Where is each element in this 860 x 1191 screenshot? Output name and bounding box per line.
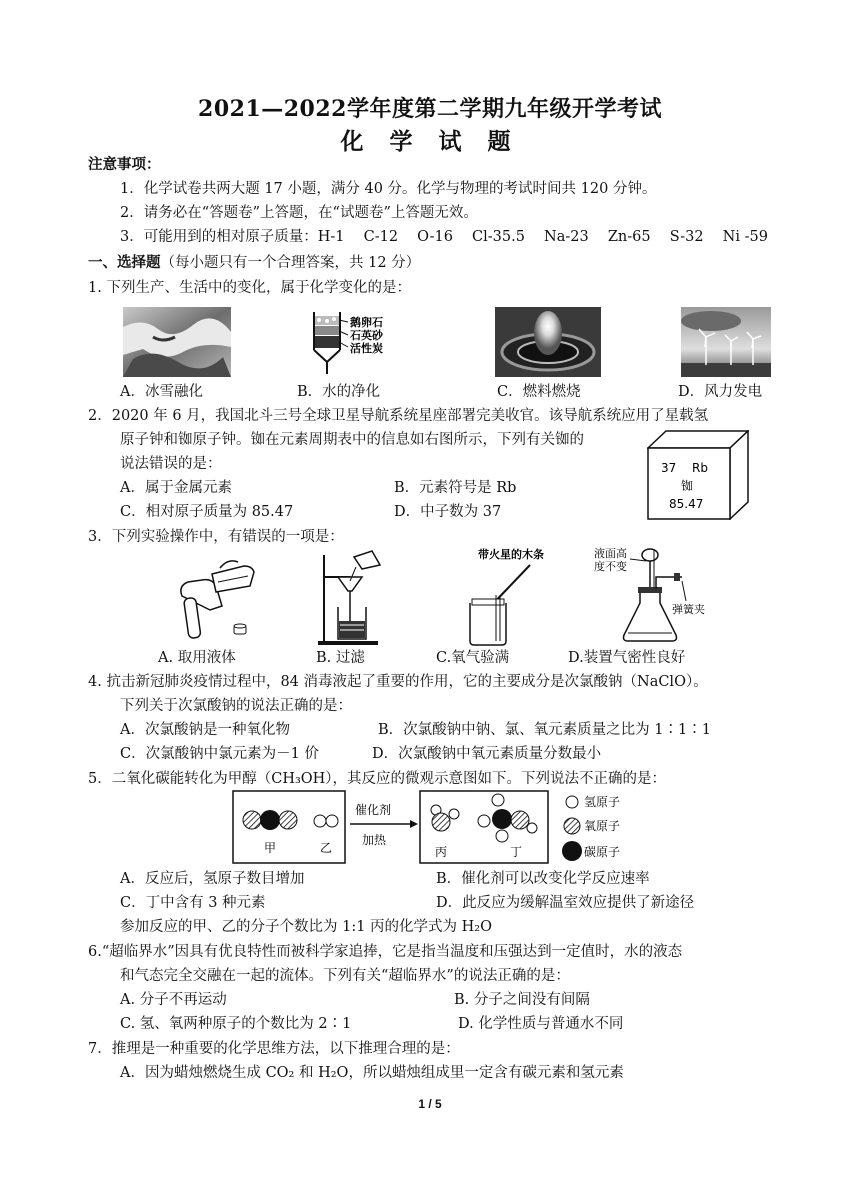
label-product-ding: 丁 [510,845,523,859]
q2-option-c: C．相对原子质量为 85.47 [120,504,294,520]
note-item: 2．请务必在“答题卷”上答题，在“试题卷”上答题无效。 [120,205,478,221]
question-4-stem-line: 4. 抗击新冠肺炎疫情过程中，84 消毒液起了重要的作用，它的主要成分是次氯酸钠（NaClO）。 [88,674,708,690]
wind-turbines-photo [681,307,771,377]
oxygen-test-illustration [462,545,562,648]
legend-carbon: 碳原子 [584,845,621,859]
label-product-bing: 丙 [435,845,448,859]
exam-title: 2021—2022学年度第二学期九年级开学考试 [198,96,662,122]
q5-option-d: D．此反应为缓解温室效应提供了新途径 [436,895,695,911]
q2-option-d: D．中子数为 37 [394,504,502,520]
q4-option-d: D．次氯酸钠中氧元素质量分数最小 [372,746,602,762]
reaction-micro-diagram [232,788,652,866]
legend-oxygen: 氧原子 [584,819,621,833]
filter-label-activated-carbon: 活性炭 [350,342,383,355]
question-2-stem-line: 说法错误的是： [120,456,222,472]
airtightness-check-illustration [594,543,706,649]
question-7-stem: 7．推理是一种重要的化学思维方法，以下推理合理的是： [88,1041,460,1057]
question-4-stem-line: 下列关于次氯酸钠的说法正确的是： [120,698,352,714]
section-heading [88,253,420,273]
note-item: 1．化学试卷共两大题 17 小题，满分 40 分。化学与物理的考试时间共 120 分钟。 [120,181,657,197]
pouring-liquid-illustration [172,556,266,646]
water-filter-diagram [308,310,418,376]
exam-subject-title: 化 学 试 题 [340,128,520,155]
legend-hydrogen: 氢原子 [584,795,621,809]
q6-option-c: C. 氢、氧两种原子的个数比为 2∶1 [120,1016,352,1032]
label-catalyst: 催化剂 [355,803,392,817]
question-6-stem-line: 6.“超临界水”因具有优良特性而被科学家追捧，它是指当温度和压强达到一定值时，水的液态 [88,944,683,960]
question-5-stem: 5．二氧化碳能转化为甲醇（CH₃OH），其反应的微观示意图如下。下列说法不正确的是： [88,771,667,787]
element-atomic-mass: 85.47 [669,497,704,511]
q1-option-c: C．燃料燃烧 [497,384,581,400]
q1-option-b: B．水的净化 [297,384,381,400]
label-glowing-splint: 带火星的木条 [478,548,544,561]
q4-option-c: C．次氯酸钠中氯元素为－1 价 [120,746,319,762]
ice-melting-photo [123,307,231,377]
q3-option-d: D.装置气密性良好 [568,650,686,666]
q1-option-a: A．冰雪融化 [120,384,203,400]
q3-option-c: C.氧气验满 [436,650,510,666]
q2-option-b: B．元素符号是 Rb [394,480,517,496]
q3-option-b: B. 过滤 [316,650,365,666]
label-heating: 加热 [362,833,387,847]
q7-option-a: A．因为蜡烛燃烧生成 CO₂ 和 H₂O，所以蜡烛组成里一定含有碳元素和氢元素 [120,1065,624,1081]
q6-option-a: A. 分子不再运动 [120,992,227,1008]
filtration-apparatus-illustration [310,547,392,647]
label-reactant-yi: 乙 [320,841,333,855]
q4-option-b: B．次氯酸钠中钠、氯、氧元素质量之比为 1∶1∶1 [378,722,711,738]
q1-option-d: D．风力发电 [678,384,763,400]
filter-label-pebbles: 鹅卵石 [350,316,383,329]
question-3-stem: 3．下列实验操作中，有错误的一项是： [88,529,344,545]
q6-option-d: D. 化学性质与普通水不同 [458,1016,624,1032]
label-spring-clamp: 弹簧夹 [672,603,705,616]
element-atomic-number: 37 [661,461,677,475]
label-liquid-level: 液面高 [594,547,627,560]
q5-option-a: A．反应后，氢原子数目增加 [120,871,305,887]
q5-extra-line: 参加反应的甲、乙的分子个数比为 1:1 丙的化学式为 H₂O [120,919,493,935]
q2-option-a: A．属于金属元素 [120,480,232,496]
q3-option-a: A. 取用液体 [158,650,236,666]
element-symbol: Rb [692,461,708,475]
notes-heading: 注意事项： [88,156,161,173]
question-6-stem-line: 和气态完全交融在一起的流体。下列有关“超临界水”的说法正确的是： [120,968,570,984]
question-2-stem-line: 2．2020 年 6 月，我国北斗三号全球卫星导航系统星座部署完美收官。该导航系统应用了星载氢 [88,408,709,424]
note-item: 3．可能用到的相对原子质量：H-1 C-12 O-16 Cl-35.5 Na-23 Zn-65 S-32 Ni -59 [120,229,768,245]
q5-option-c: C．丁中含有 3 种元素 [120,895,266,911]
rubidium-element-cell [647,430,749,520]
section-title: 一、选择题 [88,254,161,271]
q5-option-b: B．催化剂可以改变化学反应速率 [436,871,650,887]
gas-stove-flame-photo [495,307,601,377]
label-reactant-jia: 甲 [264,841,277,855]
q6-option-b: B. 分子之间没有间隔 [454,992,590,1008]
question-1-stem: 1. 下列生产、生活中的变化，属于化学变化的是： [88,280,411,296]
question-2-stem-line: 原子钟和铷原子钟。铷在元素周期表中的信息如右图所示，下列有关铷的 [120,432,584,448]
label-liquid-level-unchanged: 度不变 [594,560,627,573]
q4-option-a: A．次氯酸钠是一种氧化物 [120,722,290,738]
section-description: （每小题只有一个合理答案，共 12 分） [160,255,421,271]
page-number: 1 / 5 [418,1097,442,1111]
element-name: 铷 [681,479,694,493]
filter-label-quartz-sand: 石英砂 [350,329,383,342]
